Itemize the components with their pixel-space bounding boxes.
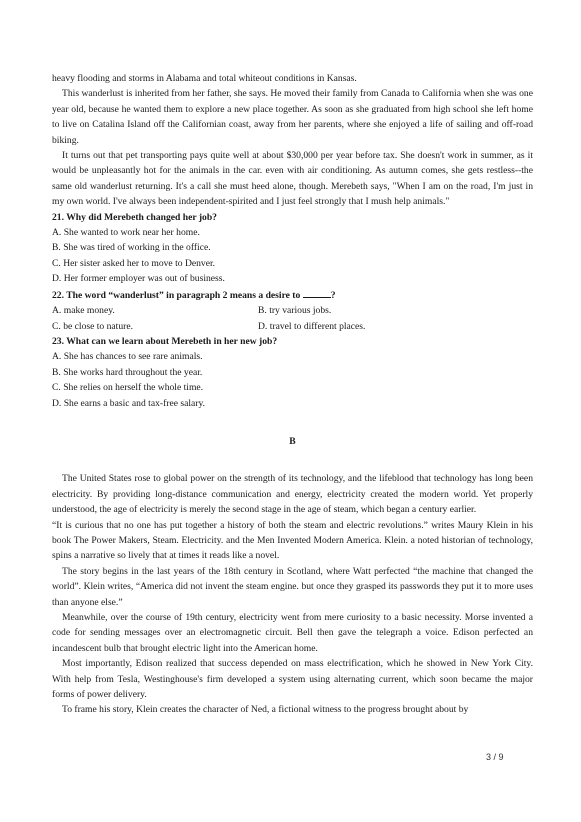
page-content	[52, 71, 533, 718]
answer-blank	[303, 287, 331, 298]
passage-a-paragraph-3: It turns out that pet transporting pays quite well at about $30,000 per year before tax. She doesn't work in summer, as it would be unpleasantly hot for the animals in the car. even with air conditioning. As autumn comes, she gets restless--the same old wanderlust returning. It's a call she must heed alone, though. Merebeth says, "When I am on the road, I'm just in my own world. I've always been independent-spirited and I just feel strongly that I mush help animals."	[52, 150, 533, 208]
option-d: D. Her former employer was out of business.	[52, 273, 225, 285]
option-b: B. She works hard throughout the year.	[52, 366, 203, 378]
option-d: D. She earns a basic and tax-free salary.	[52, 397, 206, 409]
passage-b-paragraph-5: Most importantly, Edison realized that success depended on mass electrification, which he showed in New York City. With help from Tesla, Westinghouse's firm developed a system using alternating current, which soon became the major forms of power delivery.	[52, 658, 533, 701]
question-21	[52, 210, 533, 287]
option-a: A. She wanted to work near her home.	[52, 227, 200, 239]
option-c: C. be close to nature.	[52, 320, 133, 332]
page-number: 3 / 9	[486, 752, 504, 762]
question-stem: 23. What can we learn about Merebeth in her new job?	[52, 335, 278, 347]
passage-b-paragraph-4: Meanwhile, over the course of 19th century, electricity went from mere curiosity to a basic necessity. Morse invented a code for sending messages over an electromagnetic circuit. Bell then gave the telegraph a voice. Edison perfected an incandescent bulb that brought electric light into the American home.	[52, 612, 533, 654]
option-row	[52, 319, 533, 334]
option-row	[52, 303, 533, 318]
section-title: B	[289, 435, 296, 447]
option-d: D. travel to different places.	[258, 320, 366, 332]
question-stem-end: ?	[330, 289, 336, 301]
option-b: B. try various jobs.	[258, 305, 332, 317]
passage-b-paragraph-3: The story begins in the last years of the 18th century in Scotland, where Watt perfected “the machine that changed the world”. Klein writes, “America did not invent the steam engine. but once they grasped its passwords they put it to more uses than anyone else.”	[52, 565, 533, 608]
passage-a-paragraph-continued: heavy flooding and storms in Alabama and total whiteout conditions in Kansas.	[52, 73, 357, 84]
passage-b-paragraph-1: The United States rose to global power on the strength of its technology, and the lifeblood that technology has long been electricity. By providing long-distance communication and energy, electricity created the modern world. Yet properly understood, the age of electricity is merely the second stage in the age of steam, which began a century earlier.	[52, 473, 533, 516]
passage-a-paragraph-2: This wanderlust is inherited from her father, she says. He moved their family from Canada to California when she was one year old, because he wanted them to explore a new place together. As soon as she graduated from high school she left home to live on Catalina Island off the Californian coast, away from her parents, where she enjoyed a life of sailing and off-road biking.	[52, 88, 533, 146]
option-a: A. make money.	[52, 305, 115, 317]
question-stem	[52, 287, 533, 303]
option-c: C. Her sister asked her to move to Denver.	[52, 257, 216, 269]
option-c: C. She relies on herself the whole time.	[52, 382, 204, 394]
passage-b-paragraph-2: “It is curious that no one has put together a history of both the steam and electric revolutions.” writes Maury Klein in his book The Power Makers, Steam. Electricity. and the Men Invented Modern America. Klein. a noted historian of technology, spins a narrative so lively that at times it reads like a novel.	[52, 519, 533, 562]
passage-b-paragraph-6: To frame his story, Klein creates the character of Ned, a fictional witness to the progress brought about by	[62, 704, 469, 716]
question-22	[52, 287, 533, 334]
option-a: A. She has chances to see rare animals.	[52, 351, 203, 363]
question-stem: 21. Why did Merebeth changed her job?	[52, 211, 217, 223]
question-stem-text: 22. The word “wanderlust” in paragraph 2 means a desire to	[52, 289, 301, 301]
option-b: B. She was tired of working in the office.	[52, 242, 211, 254]
question-23	[52, 334, 533, 411]
